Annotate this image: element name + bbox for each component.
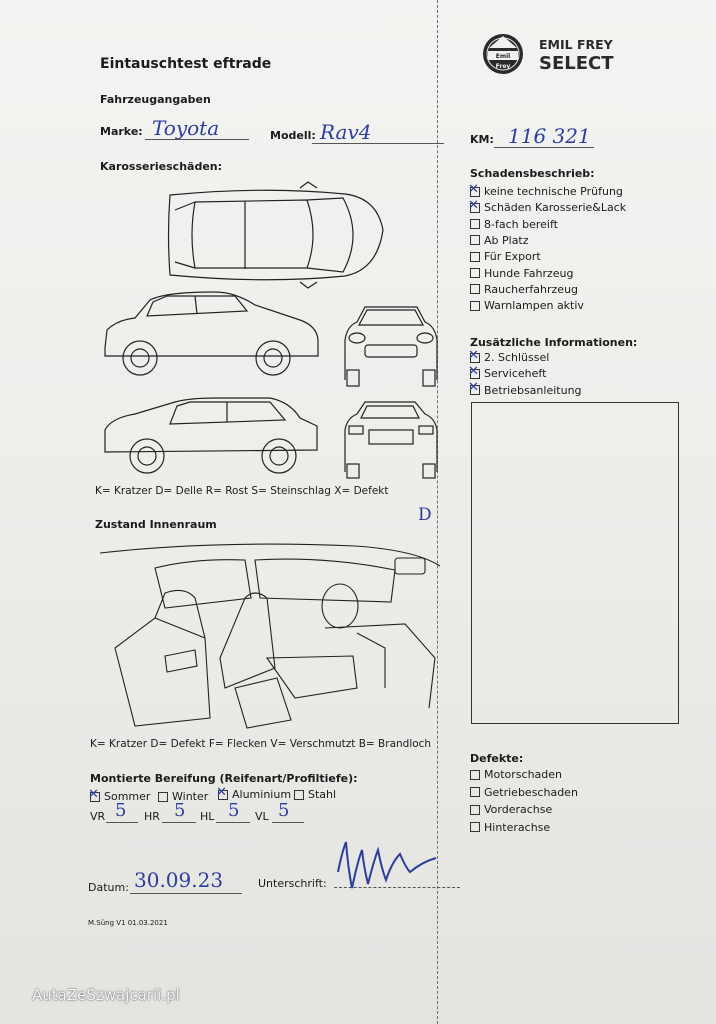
tread-hl-underline — [216, 822, 250, 823]
watermark: AutaZeSzwajcarii.pl — [32, 986, 180, 1004]
km-value[interactable]: 116 321 — [508, 124, 591, 148]
body-legend: K= Kratzer D= Delle R= Rost S= Steinschlag X= Defekt — [95, 485, 389, 497]
body-damage-heading: Karosserieschäden: — [100, 160, 223, 173]
defect-option-checkbox[interactable] — [470, 805, 480, 815]
signature-label: Unterschrift: — [258, 877, 327, 890]
svg-text:EMIL FREY: EMIL FREY — [539, 37, 613, 52]
damage-option-label: keine technische Prüfung — [484, 185, 623, 198]
damage-option-item[interactable] — [470, 267, 574, 280]
defect-option-label: Hinterachse — [484, 820, 551, 834]
tire-summer-checkbox[interactable] — [90, 792, 100, 802]
damage-option-item[interactable] — [470, 218, 558, 231]
tread-hr-underline — [162, 822, 196, 823]
tire-aluminium-label: Aluminium — [232, 788, 292, 801]
info-option-label: Serviceheft — [484, 367, 547, 381]
damage-option-label: Raucherfahrzeug — [484, 282, 579, 296]
damage-option-label: Hunde Fahrzeug — [484, 266, 574, 280]
damage-option-checkbox[interactable] — [470, 203, 480, 213]
damage-option-label: Für Export — [484, 250, 541, 264]
signature[interactable] — [334, 838, 444, 894]
car-top-view — [169, 182, 384, 288]
tread-hl-label: HL — [200, 810, 215, 823]
form-version: M.Süng V1 01.03.2021 — [88, 919, 168, 927]
info-option-label: 2. Schlüssel — [484, 351, 550, 364]
notes-box[interactable] — [471, 402, 679, 724]
defect-option-label: Motorschaden — [484, 768, 562, 781]
tire-aluminium-checkbox[interactable] — [218, 790, 228, 800]
info-option-item[interactable] — [470, 367, 546, 380]
tread-hr-value[interactable]: 5 — [174, 800, 186, 821]
damage-description-heading: Schadensbeschrieb: — [470, 167, 595, 180]
damage-option-label: 8-fach bereift — [484, 217, 558, 231]
damage-option-item[interactable] — [470, 299, 584, 312]
damage-option-item[interactable] — [470, 185, 623, 198]
svg-text:Frey: Frey — [495, 63, 511, 70]
tread-vl-underline — [272, 822, 304, 823]
defect-option-item[interactable] — [470, 786, 578, 799]
info-option-item[interactable] — [470, 351, 549, 364]
car-side-left — [105, 292, 318, 375]
info-option-label: Betriebsanleitung — [484, 383, 582, 397]
info-option-checkbox[interactable] — [470, 385, 480, 395]
damage-option-checkbox[interactable] — [470, 187, 480, 197]
vehicle-heading: Fahrzeugangaben — [100, 93, 211, 106]
damage-option-item[interactable] — [470, 201, 626, 214]
defect-option-item[interactable] — [470, 768, 562, 781]
date-label: Datum: — [88, 881, 129, 894]
make-label: Marke: — [100, 125, 143, 138]
svg-text:SELECT: SELECT — [539, 53, 614, 74]
damage-option-item[interactable] — [470, 283, 578, 296]
tread-vl-value[interactable]: 5 — [278, 800, 290, 821]
damage-option-checkbox[interactable] — [470, 284, 480, 294]
defect-option-item[interactable] — [470, 821, 550, 834]
body-mark: D — [418, 505, 432, 525]
tire-steel-checkbox[interactable] — [294, 790, 304, 800]
info-option-checkbox[interactable] — [470, 353, 480, 363]
tread-hr-label: HR — [144, 810, 160, 823]
defect-option-label: Getriebeschaden — [484, 785, 578, 799]
tread-vr-value[interactable]: 5 — [115, 800, 127, 821]
damage-option-checkbox[interactable] — [470, 301, 480, 311]
info-option-item[interactable] — [470, 384, 582, 397]
defect-option-checkbox[interactable] — [470, 787, 480, 797]
tread-hl-value[interactable]: 5 — [228, 800, 240, 821]
model-value[interactable]: Rav4 — [320, 120, 372, 144]
defects-heading: Defekte: — [470, 752, 524, 765]
emil-frey-logo — [481, 30, 621, 78]
date-underline — [130, 893, 242, 894]
interior-heading: Zustand Innenraum — [95, 518, 217, 531]
tire-winter-checkbox[interactable] — [158, 792, 168, 802]
brand-logo — [481, 30, 621, 82]
interior-diagram[interactable] — [95, 538, 445, 733]
car-rear-view — [345, 402, 437, 478]
km-label: KM: — [470, 133, 494, 146]
tires-heading: Montierte Bereifung (Reifenart/Profiltiefe): — [90, 772, 358, 785]
tread-vr-underline — [106, 822, 138, 823]
damage-option-label: Schäden Karosserie&Lack — [484, 201, 627, 215]
interior-legend: K= Kratzer D= Defekt F= Flecken V= Verschmutzt B= Brandloch — [90, 738, 432, 750]
info-option-checkbox[interactable] — [470, 369, 480, 379]
additional-info-heading: Zusätzliche Informationen: — [470, 336, 638, 349]
damage-option-item[interactable] — [470, 250, 541, 263]
damage-option-label: Ab Platz — [484, 233, 529, 247]
damage-option-checkbox[interactable] — [470, 219, 480, 229]
tread-vl-label: VL — [255, 810, 269, 823]
tire-winter-label: Winter — [172, 790, 209, 803]
damage-option-checkbox[interactable] — [470, 268, 480, 278]
tire-option-steel[interactable] — [294, 788, 336, 801]
damage-option-item[interactable] — [470, 234, 529, 247]
defect-option-checkbox[interactable] — [470, 770, 480, 780]
car-side-right — [105, 398, 317, 473]
defect-option-item[interactable] — [470, 803, 552, 816]
damage-option-checkbox[interactable] — [470, 235, 480, 245]
car-front-view — [345, 307, 437, 386]
date-value[interactable]: 30.09.23 — [134, 868, 224, 892]
form-title: Eintauschtest eftrade — [100, 56, 272, 72]
damage-option-label: Warnlampen aktiv — [484, 299, 584, 313]
tread-vr-label: VR — [90, 810, 106, 823]
model-label: Modell: — [270, 129, 316, 142]
damage-option-checkbox[interactable] — [470, 252, 480, 262]
car-diagram[interactable] — [95, 180, 447, 480]
defect-option-label: Vorderachse — [484, 803, 553, 816]
tire-steel-label: Stahl — [308, 788, 337, 801]
defect-option-checkbox[interactable] — [470, 822, 480, 832]
make-value[interactable]: Toyota — [152, 116, 220, 140]
svg-text:Emil: Emil — [495, 53, 511, 60]
tire-summer-label: Sommer — [104, 790, 151, 803]
